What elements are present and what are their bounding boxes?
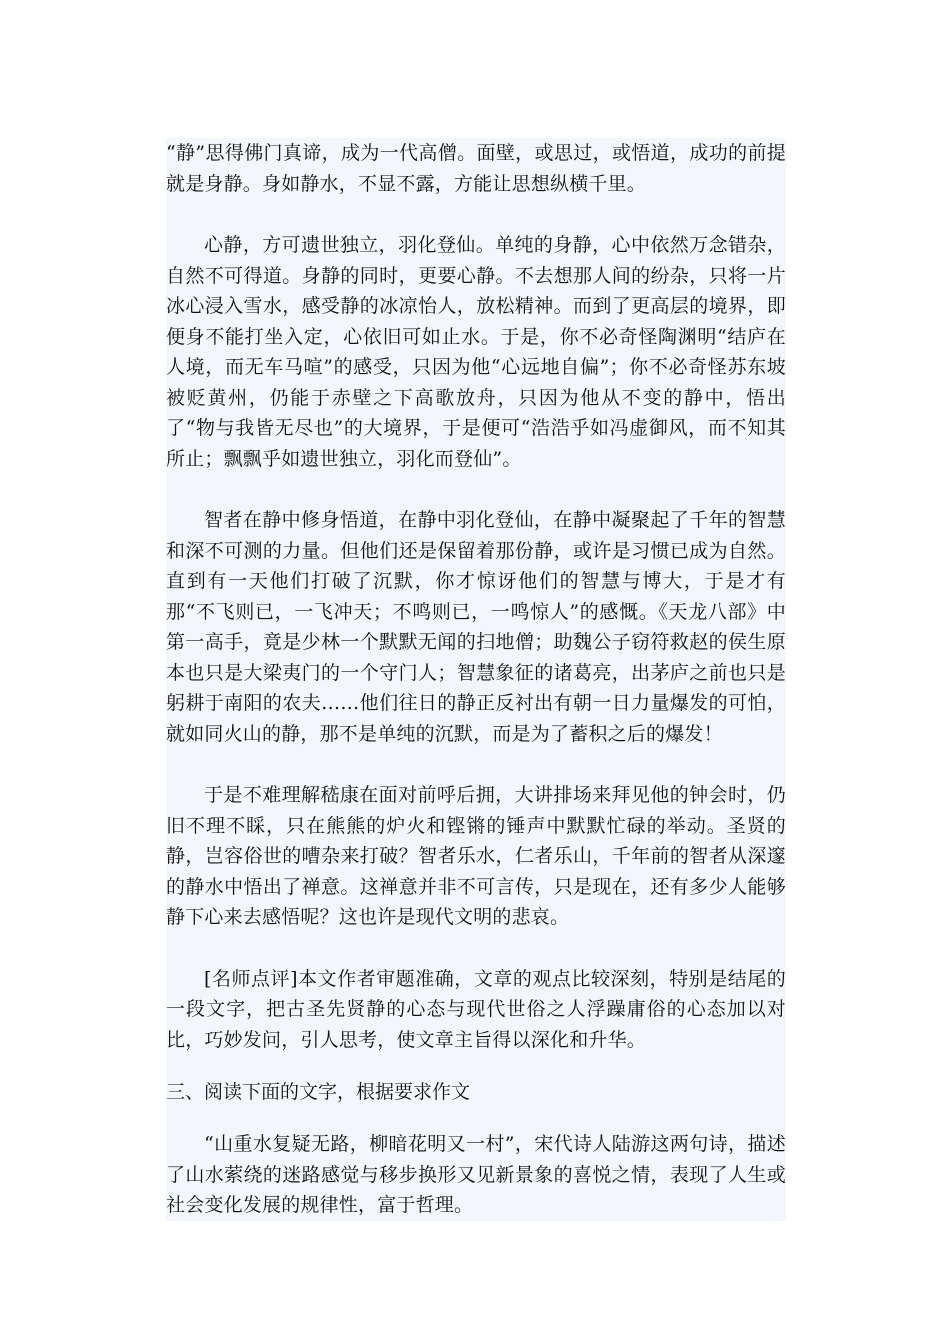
paragraph-3: 智者在静中修身悟道，在静中羽化登仙，在静中凝聚起了千年的智慧和深不可测的力量。但他们还是保留着那份静，或许是习惯已成为自然。直到有一天他们打破了沉默，你才惊讶他们的智慧与博大，于是才有那“不飞则已，一飞冲天；不鸣则已，一鸣惊人”的感慨。《天龙八部》中第一高手，竟是少林一个默默无闻的扫地僧；助魏公子窃符救赵的侯生原本也只是大梁夷门的一个守门人；智慧象征的诸葛亮，出茅庐之前也只是躬耕于南阳的农夫……他们往日的静正反衬出有朝一日力量爆发的可怕，就如同火山的静，那不是单纯的沉默，而是为了蓄积之后的爆发！ [166, 509, 786, 745]
paragraph-spacer [166, 933, 786, 964]
paragraph-4: 于是不难理解嵇康在面对前呼后拥，大讲排场来拜见他的钟会时，仍旧不理不睬，只在熊熊的炉火和铿锵的锤声中默默忙碌的举动。圣贤的静，岂容俗世的嘈杂来打破？智者乐水，仁者乐山，千年前的智者从深邃的静水中悟出了禅意。这禅意并非不可言传，只是现在，还有多少人能够静下心来去感悟呢？这也许是现代文明的悲哀。 [166, 784, 786, 928]
section-heading: 三、阅读下面的文字，根据要求作文 [166, 1081, 471, 1103]
paragraph-2: 心静，方可遗世独立，羽化登仙。单纯的身静，心中依然万念错杂，自然不可得道。身静的同时，更要心静。不去想那人间的纷杂，只将一片冰心浸入雪水，感受静的冰凉怡人，放松精神。而到了更高层的境界，即便身不能打坐入定，心依旧可如止水。于是，你不必奇怪陶渊明“结庐在人境，而无车马喧”的感受，只因为他“心远地自偏”；你不必奇怪苏东坡被贬黄州，仍能于赤壁之下高歌放舟，只因为他从不变的静中，悟出了“物与我皆无尽也”的大境界，于是便可“浩浩乎如冯虚御风，而不知其所止；飘飘乎如遗世独立，羽化而登仙”。 [166, 234, 786, 470]
paragraph-spacer [166, 749, 786, 780]
commentary-paragraph: [名师点评]本文作者审题准确，文章的观点比较深刻，特别是结尾的一段文字，把古圣先贤静的心态与现代世俗之人浮躁庸俗的心态加以对比，巧妙发问，引人思考，使文章主旨得以深化和升华。 [166, 967, 786, 1051]
paragraph-6: “山重水复疑无路，柳暗花明又一村”，宋代诗人陆游这两句诗，描述了山水萦绕的迷路感觉与移步换形又见新景象的喜悦之情，表现了人生或社会变化发展的规律性，富于哲理。 [166, 1133, 786, 1216]
text-body [166, 138, 786, 1221]
paragraph-spacer [166, 199, 786, 230]
paragraph-1: “静”思得佛门真谛，成为一代高僧。面壁，或思过，或悟道，成功的前提就是身静。身如静水，不显不露，方能让思想纵横千里。 [166, 142, 786, 195]
paragraph-spacer [166, 1107, 786, 1129]
paragraph-spacer [166, 474, 786, 505]
paragraph-spacer [166, 1055, 786, 1077]
